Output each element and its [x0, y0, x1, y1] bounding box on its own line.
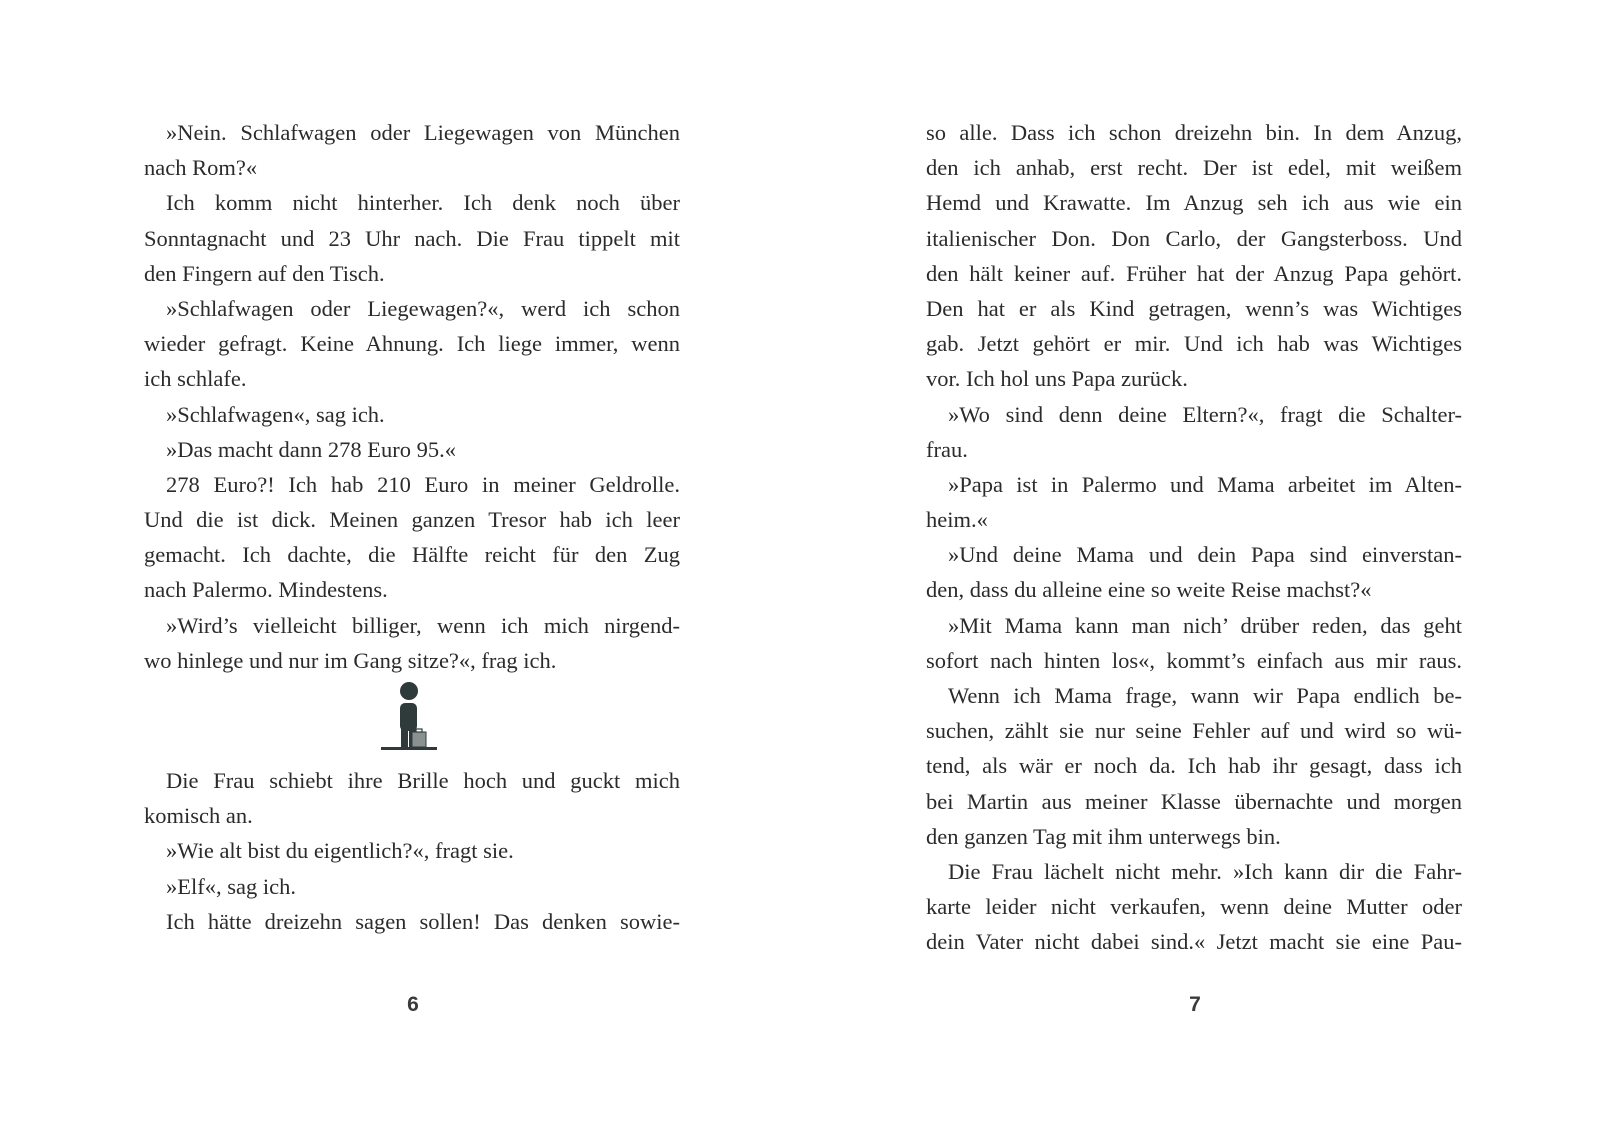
text-line: Wenn ich Mama frage, wann wir Papa endlich be-	[948, 683, 1462, 708]
text-line: vor. Ich hol uns Papa zurück.	[926, 366, 1188, 392]
text-line: heim.«	[926, 507, 988, 533]
text-line: komisch an.	[144, 803, 253, 829]
text-line: »Nein. Schlafwagen oder Liegewagen von München	[166, 120, 680, 145]
text-line: dein Vater nicht dabei sind.« Jetzt macht sie eine Pau-	[926, 929, 1462, 955]
text-line: »Mit Mama kann man nich’ drüber reden, das geht	[948, 612, 1462, 638]
text-line: karte leider nicht verkaufen, wenn deine Mutter oder	[926, 894, 1462, 920]
text-line: »Wie alt bist du eigentlich?«, fragt sie.	[166, 838, 514, 864]
text-line: gab. Jetzt gehört er mir. Und ich hab was Wichtiges	[926, 331, 1462, 357]
text-line: bei Martin aus meiner Klasse übernachte und morgen	[926, 788, 1462, 814]
text-line: suchen, zählt sie nur seine Fehler auf und wird so wü-	[926, 718, 1462, 744]
left-page	[144, 115, 680, 934]
text-line: »Wird’s vielleicht billiger, wenn ich mich nirgend-	[166, 612, 680, 638]
text-line: so alle. Dass ich schon dreizehn bin. In dem Anzug,	[926, 120, 1462, 145]
text-line: Den hat er als Kind getragen, wenn’s was Wichtiges	[926, 295, 1462, 321]
text-line: Ich hätte dreizehn sagen sollen! Das denken sowie-	[166, 908, 680, 934]
text-line: nach Rom?«	[144, 155, 258, 181]
text-line: italienischer Don. Don Carlo, der Gangsterboss. Und	[926, 225, 1462, 251]
text-line: tend, als wär er noch da. Ich hab ihr gesagt, dass ich	[926, 753, 1462, 779]
page-number-left: 6	[407, 993, 419, 1016]
text-line: Ich komm nicht hinterher. Ich denk noch über	[166, 190, 680, 216]
text-line: den Fingern auf den Tisch.	[144, 260, 385, 286]
text-line: Und die ist dick. Meinen ganzen Tresor hab ich leer	[144, 507, 680, 533]
text-line: ich schlafe.	[144, 366, 247, 392]
text-line: »Schlafwagen«, sag ich.	[166, 401, 385, 427]
text-line: »Papa ist in Palermo und Mama arbeitet im Alten-	[948, 471, 1462, 497]
right-page	[926, 115, 1462, 960]
text-line: Hemd und Krawatte. Im Anzug seh ich aus wie ein	[926, 190, 1462, 216]
page-number-right: 7	[1189, 993, 1201, 1016]
text-line: Die Frau schiebt ihre Brille hoch und guckt mich	[166, 768, 680, 793]
text-line: frau.	[926, 436, 968, 462]
text-line: 278 Euro?! Ich hab 210 Euro in meiner Geldrolle.	[166, 471, 680, 497]
text-line: den ich anhab, erst recht. Der ist edel, mit weißem	[926, 155, 1462, 181]
text-line: Sonntagnacht und 23 Uhr nach. Die Frau tippelt mit	[144, 225, 680, 251]
text-line: wo hinlege und nur im Gang sitze?«, frag ich.	[144, 647, 557, 673]
text-line: »Wo sind denn deine Eltern?«, fragt die Schalter-	[948, 401, 1462, 427]
text-line: »Elf«, sag ich.	[166, 873, 296, 899]
text-line: »Schlafwagen oder Liegewagen?«, werd ich schon	[166, 295, 680, 321]
text-line: gemacht. Ich dachte, die Hälfte reicht für den Zug	[144, 542, 680, 568]
text-line: »Und deine Mama und dein Papa sind einverstan-	[948, 542, 1462, 568]
text-line: sofort nach hinten los«, kommt’s einfach aus mir raus.	[926, 647, 1462, 673]
text-line: wieder gefragt. Keine Ahnung. Ich liege immer, wenn	[144, 331, 680, 357]
paragraph-block	[144, 763, 680, 939]
text-line: Die Frau lächelt nicht mehr. »Ich kann dir die Fahr-	[948, 858, 1462, 884]
text-line: den, dass du alleine eine so weite Reise machst?«	[926, 577, 1372, 603]
text-line: den ganzen Tag mit ihm unterwegs bin.	[926, 823, 1281, 849]
boy-with-suitcase-icon	[381, 681, 443, 755]
text-line: nach Palermo. Mindestens.	[144, 577, 388, 603]
text-line: »Das macht dann 278 Euro 95.«	[166, 436, 456, 462]
text-line: den hält keiner auf. Früher hat der Anzug Papa gehört.	[926, 260, 1462, 286]
